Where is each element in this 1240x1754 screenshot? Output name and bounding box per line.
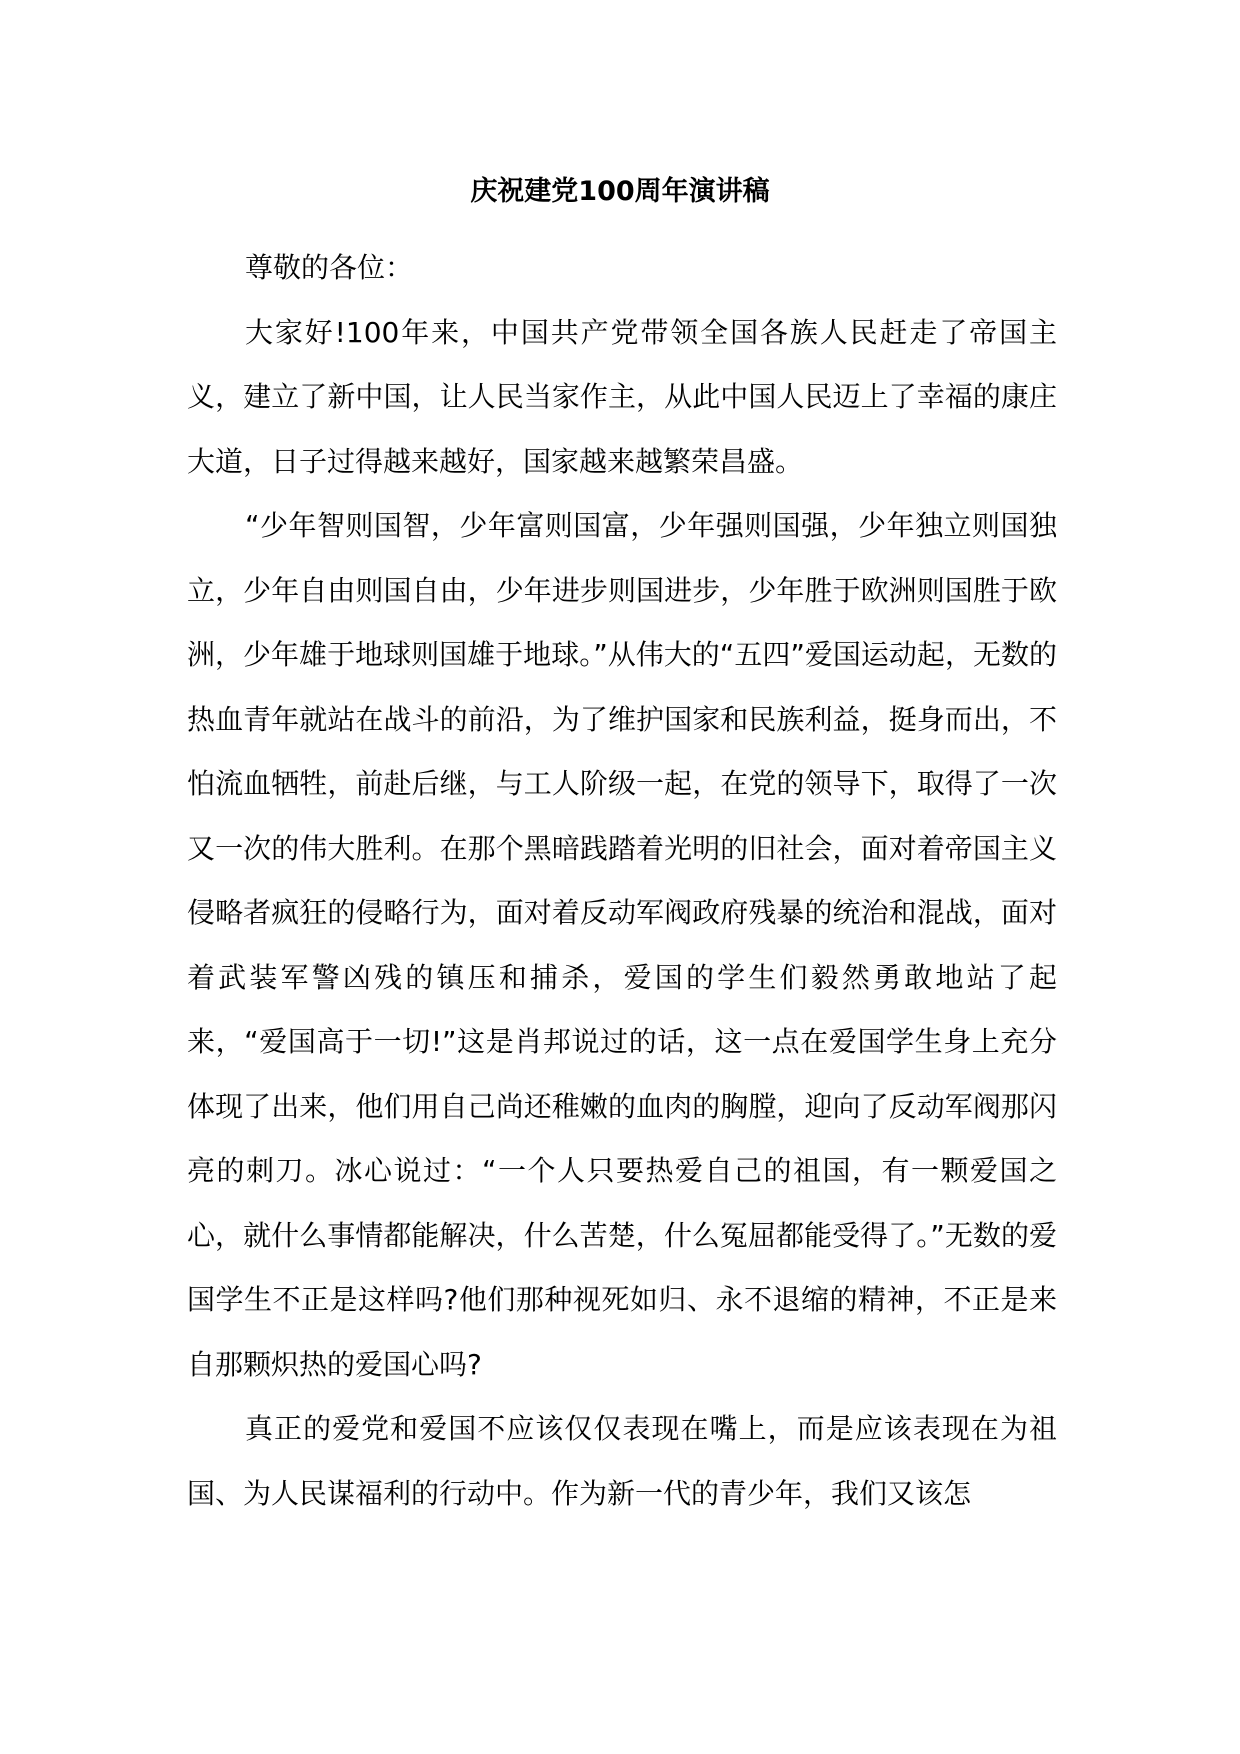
salutation-paragraph: 尊敬的各位： [245,251,414,284]
document-title: 庆祝建党100周年演讲稿 [470,176,770,207]
body-paragraph: 真正的爱党和爱国不应该仅仅表现在嘴上，而是应该表现在为祖国、为人民谋福利的行动中。作为新一代的青少年，我们又该怎 [187,1412,1057,1510]
document-body [187,236,1057,1526]
body-paragraph: 大家好!100年来，中国共产党带领全国各族人民赶走了帝国主义，建立了新中国，让人民当家作主，从此中国人民迈上了幸福的康庄大道，日子过得越来越好，国家越来越繁荣昌盛。 [187,315,1057,478]
body-paragraph: “少年智则国智，少年富则国富，少年强则国强，少年独立则国独立，少年自由则国自由，少年进步则国进步，少年胜于欧洲则国胜于欧洲，少年雄于地球则国雄于地球。”从伟大的“五四”爱国运动起，无数的热血青年就站在战斗的前沿，为了维护国家和民族利益，挺身而出，不怕流血牺牲，前赴后继，与工人阶级一起，在党的领导下，取得了一次又一次的伟大胜利。在那个黑暗践踏着光明的旧社会，面对着帝国主义侵略者疯狂的侵略行为，面对着反动军阀政府残暴的统治和混战，面对着武装军警凶残的镇压和捕杀，爱国的学生们毅然勇敢地站了起来，“爱国高于一切!”这是肖邦说过的话，这一点在爱国学生身上充分体现了出来，他们用自己尚还稚嫩的血肉的胸膛，迎向了反动军阀那闪亮的刺刀。冰心说过：“一个人只要热爱自己的祖国，有一颗爱国之心，就什么事情都能解决，什么苦楚，什么冤屈都能受得了。”无数的爱国学生不正是这样吗?他们那种视死如归、永不退缩的精神，不正是来自那颗炽热的爱国心吗? [187,509,1057,1381]
